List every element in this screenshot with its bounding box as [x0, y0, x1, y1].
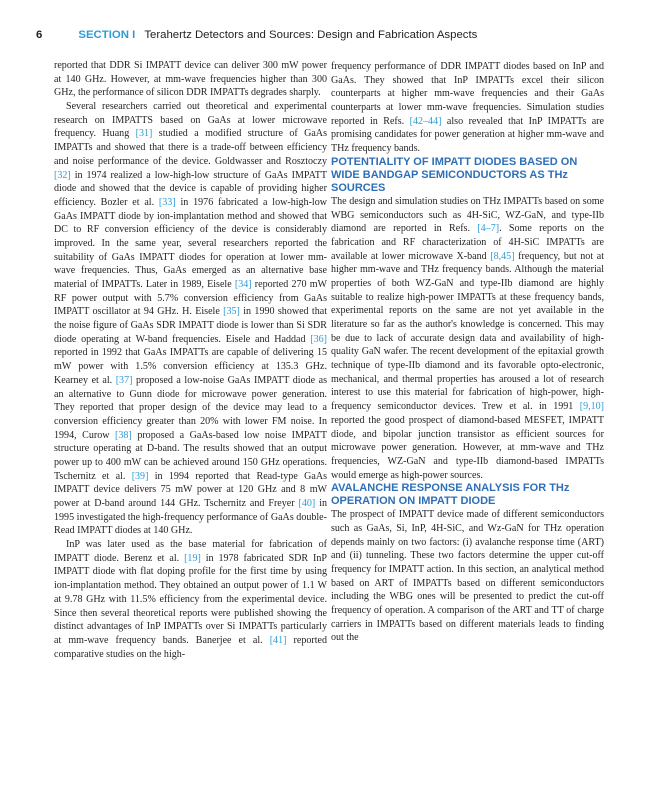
text-run: InP was later used as the base material for fabrication of IMPATT diode. Berenz et al.	[54, 539, 327, 564]
paragraph	[54, 538, 327, 661]
text-run: The design and simulation studies on THz IMPATTs based on some WBG semiconductors such as 4H-SiC, WZ-GaN, and type-IIb diamond are reported in Refs.	[331, 195, 604, 235]
citation-link[interactable]: [36]	[310, 333, 327, 345]
citation-link[interactable]: [38]	[115, 429, 132, 441]
text-run: in 1978 fabricated SDR InP IMPATT diode with flat doping profile for the first time by using ion-implantation method. They obtained an output power of 1.1 W at 9.78 GHz with 11.5% efficiency from the experimental device. Since then several theoretical reports were published showing the distinct advantages of InP IMPATTs over Si IMPATTs particularly at mm-wave frequency bands. Banerjee et al.	[54, 552, 327, 646]
text-run: frequency, but not at higher mm-wave and THz frequency bands. Although the material properties of both WZ-GaN and type-IIb diamond are highly suitable to realize high-power IMPATTs at these frequency bands, experimental reports on the same are not yet available in the literature so far as the author's knowledge is concerned. This may be due to lack of accurate design data and availability of high-quality GaN wafer. The recent development of the epitaxial growth technique of type-IIb diamond and its favorable opto-electronic, mechanical, and thermal properties has aroused a lot of research interest to use this material for fabrication of high-power, high-frequency semiconductor devices. Trew et al. in 1991	[331, 250, 604, 413]
text-run: in 1990 showed that the noise figure of GaAs SDR IMPATT diode is lower than Si SDR diode operating at W-band frequencies. Eisele and Haddad	[54, 306, 327, 345]
paragraph	[54, 59, 327, 100]
text-run: in 1995 investigated the high-frequency performance of GaAs double-Read IMPATT diodes at 140 GHz.	[54, 498, 328, 537]
text-run: reported 270 mW RF power output with 5.7% conversion efficiency from GaAs IMPATT oscillator at 94 GHz. H. Eisele	[54, 279, 327, 318]
citation-link[interactable]: [41]	[269, 634, 287, 646]
text-run: Several researchers carried out theoretical and experimental research on IMPATTS based on GaAs at lower microwave frequency. Huang	[54, 101, 327, 140]
text-run: . Some reports on the fabrication and RF characterization of 4H-SiC IMPATTs are available at lower microwave X-band	[331, 223, 604, 262]
chapter-title: Terahertz Detectors and Sources: Design and Fabrication Aspects	[144, 29, 478, 41]
citation-link[interactable]: [34]	[234, 279, 252, 290]
paragraph	[331, 60, 604, 156]
citation-link[interactable]: [19]	[184, 552, 201, 564]
text-run: reported in 1992 that GaAs IMPATTs are capable of delivering 15 mW power with 1.5% conversion efficiency at 135.3 GHz. Kearney et al.	[54, 347, 327, 386]
citation-link[interactable]: [39]	[131, 470, 149, 482]
citation-link[interactable]: [8,45]	[490, 250, 515, 262]
text-run: in 1976 fabricated a low-high-low GaAs IMPATT diode by ion-implantation method and showed that DC to RF conversion efficiency of the device is considerably improved. In the same year, several researchers reported the suitability of GaAs IMPATT diodes for operation at lower mm-wave frequencies. Thus, GaAs emerged as an alternative base material of IMPATTs. Later in 1989, Eisele	[54, 196, 327, 290]
section-heading-wide-bandgap: POTENTIALITY OF IMPATT DIODES BASED ON WIDE BANDGAP SEMICONDUCTORS AS THz SOURCES	[331, 155, 578, 194]
paragraph	[54, 100, 327, 538]
section-label: SECTION I	[78, 29, 136, 41]
section-heading-avalanche-response: AVALANCHE RESPONSE ANALYSIS FOR THz OPERATION ON IMPATT DIODE	[331, 482, 570, 508]
paragraph	[331, 508, 604, 645]
left-column	[54, 59, 327, 661]
text-run: The prospect of IMPATT device made of different semiconductors such as GaAs, Si, InP, 4H-SiC, and Wz-GaN for THz operation depends mainly on two factors: (i) avalanche response time (ART) and (ii) tunneling. These two factors determine the upper cut-off frequency for IMPATT action. In this section, an analytical method based on ART of IMPATTs based on different semiconductors including the WBG ones will be presented to predict the cut-off frequency of operation. A comparison of the ART and TT of charge carriers in IMPATTs based on different materials leads to finding out the	[331, 509, 604, 644]
running-header	[36, 29, 626, 45]
citation-link[interactable]: [4–7]	[477, 223, 500, 235]
paragraph	[331, 195, 604, 482]
citation-link[interactable]: [31]	[135, 128, 153, 140]
text-run: reported the good prospect of diamond-based MESFET, IMPATT diode, and bipolar junction transistor as efficient sources for microwave power generation. However, at mm-wave and THz frequencies, WZ-GaN and type-IIb diamond-based IMPATTs would emerge as high-power sources.	[331, 414, 604, 481]
text-run: frequency performance of DDR IMPATT diodes based on InP and GaAs. They showed that InP IMPATTs excel their silicon counterparts at higher mm-wave frequencies and their GaAs counterparts at lower mm-wave frequencies. Simulation studies reported in Refs.	[331, 61, 604, 127]
citation-link[interactable]: [33]	[158, 196, 176, 208]
citation-link[interactable]: [42–44]	[409, 115, 442, 127]
text-run: in 1994 reported that Read-type GaAs IMPATT device delivers 75 mW power at 120 GHz and 8 mW power at D-band around 144 GHz. Tschernitz and Freyer	[54, 470, 327, 509]
text-run: proposed a GaAs-based low noise IMPATT structure operating at D-band. The results showed that an output power up to 400 mW can be achieved around 150 GHz operations. Tschernitz et al.	[54, 429, 327, 482]
text-run: reported comparative studies on the high-	[54, 634, 327, 660]
text-run: also revealed that InP IMPATTs are promising candidates for power generation at higher mm-wave and THz frequency bands.	[331, 115, 604, 155]
citation-link[interactable]: [9,10]	[579, 401, 604, 413]
text-run: in 1974 realized a low-high-low structure of GaAs IMPATT diode and showed that the device is capable of providing higher efficiency. Bozler et al.	[54, 169, 327, 208]
citation-link[interactable]: [35]	[223, 306, 240, 318]
citation-link[interactable]: [40]	[298, 498, 316, 509]
text-run: studied a modified structure of GaAs IMPATTs and showed that there is a trade-off between efficiency and noise performance of the device. Goldwasser and Rosztoczy	[54, 128, 327, 167]
text-run: proposed a low-noise GaAs IMPATT diode as an alternative to Gunn diode for microwave power generation. They reported that proper design of the device may lead to a conversion efficiency greater than 20% with lower FM noise. In 1994, Curow	[54, 374, 327, 441]
right-column	[331, 60, 604, 645]
citation-link[interactable]: [32]	[54, 169, 71, 181]
citation-link[interactable]: [37]	[115, 374, 133, 386]
page-number: 6	[36, 29, 43, 41]
text-run: reported that DDR Si IMPATT device can deliver 300 mW power at 140 GHz. However, at mm-wave frequencies higher than 300 GHz, the performance of silicon DDR IMPATTs degrades sharply.	[54, 60, 327, 99]
